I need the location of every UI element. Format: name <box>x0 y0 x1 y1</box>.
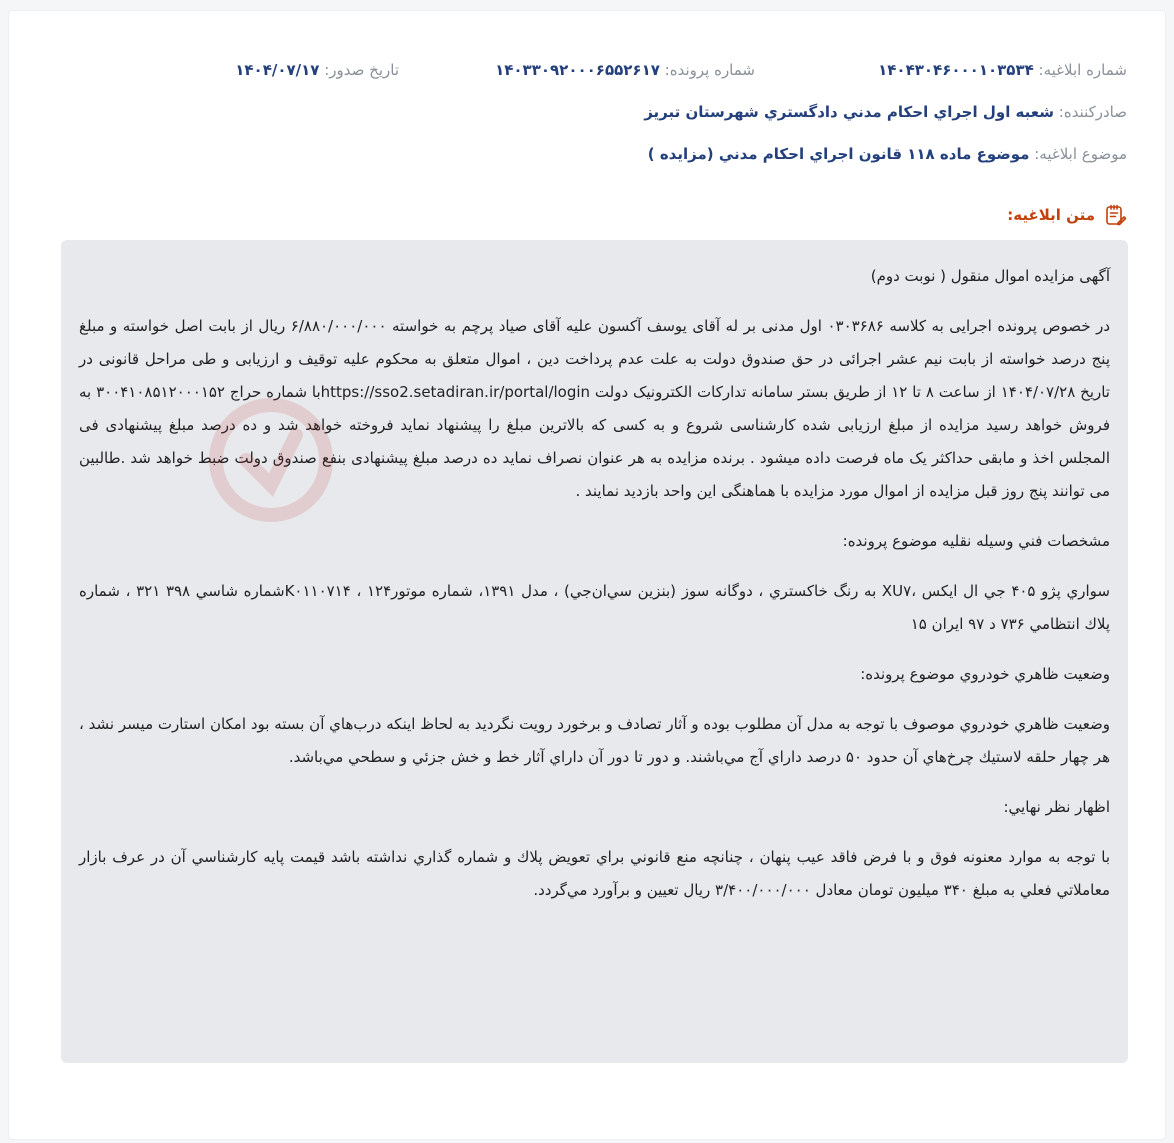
paragraph-opinion-heading: اظهار نظر نهايي: <box>1003 798 1110 816</box>
case-number <box>495 61 755 79</box>
paragraph-opinion: با توجه به موارد معنونه فوق و با فرض فاقد عيب پنهان ، چنانچه منع قانوني براي تعويض پلاك و شماره گذاري نداشته باشد قيمت پايه كارشناسي آن در عرف بازار معاملاتي فعلي به مبلغ ۳۴۰ ميليون تومان معادل ۳/۴۰۰/۰۰۰/۰۰۰ ريال تعيين و برآورد مي‌گردد. <box>79 848 1110 899</box>
case-number-label: شماره پرونده: <box>664 61 755 79</box>
body-heading-label: متن ابلاغيه: <box>1007 206 1095 224</box>
notice-subject-value: موضوع ماده ۱۱۸ قانون اجراي احكام مدني (مزايده ) <box>647 145 1030 163</box>
notice-number-label: شماره ابلاغيه: <box>1038 61 1127 79</box>
issue-date <box>235 61 399 79</box>
paragraph-main: در خصوص پرونده اجرایی به کلاسه ۰۳۰۳۶۸۶ اول مدنی بر له آقای یوسف آکسون علیه آقای صیاد پرچم به خواسته ۶/۸۸۰/۰۰۰/۰۰۰ ریال از بابت اصل خواسته و مبلغ پنج درصد خواسته از بابت نیم عشر اجرائی در حق صندوق دولت به علت عدم پرداخت دین ، اموال متعلق به محکوم علیه توقیف و ارزیابی و طی مراحل قانونی در تاریخ ۱۴۰۴/۰۷/۲۸ از ساعت ۸ تا ۱۲ از طریق بستر سامانه تدارکات الکترونیک دولت https://sso2.setadiran.ir/portal/loginبا شماره حراج ۳۰۰۴۱۰۸۵۱۲۰۰۰۱۵۲ به فروش خواهد رسید مزایده از مبلغ ارزیابی شده کارشناسی شروع و به کسی که بالاترین مبلغ را پیشنهاد نماید فروخته خواهد شد و ده درصد مبلغ پیشنهادی فی المجلس اخذ و مابقی حداکثر یک ماه فرصت داده میشود . برنده مزایده به هر عنوان نصراف نماید ده درصد مبلغ پیشنهادی بنفع صندوق دولت ضبط خواهد شد .طالبین می توانند پنج روز قبل مزایده از اموال مورد مزایده با هماهنگی این واحد بازدید نمایند . <box>79 317 1111 500</box>
notice-text-panel <box>61 240 1128 1063</box>
notice-subject-label: موضوع ابلاغيه: <box>1034 145 1127 163</box>
issuer-label: صادرکننده: <box>1058 103 1127 121</box>
paragraph-title: آگهی مزایده اموال منقول ( نوبت دوم) <box>870 267 1110 285</box>
paragraph-condition-heading: وضعيت ظاهري خودروي موضوع پرونده: <box>860 665 1110 683</box>
body-heading <box>1007 203 1127 227</box>
issue-date-label: تاريخ صدور: <box>324 61 399 79</box>
notice-number-value: ۱۴۰۴۳۰۴۶۰۰۰۱۰۳۵۳۴ <box>878 61 1034 79</box>
issue-date-value: ۱۴۰۴/۰۷/۱۷ <box>235 61 320 79</box>
paragraph-spec-heading: مشخصات فني وسيله نقليه موضوع پرونده: <box>842 532 1110 550</box>
case-number-value: ۱۴۰۳۳۰۹۲۰۰۰۶۵۵۲۶۱۷ <box>495 61 660 79</box>
notice-number <box>878 61 1127 79</box>
notice-subject <box>648 145 1127 163</box>
notepad-icon <box>1103 203 1127 227</box>
issuer <box>644 103 1127 121</box>
paragraph-condition: وضعيت ظاهري خودروي موصوف با توجه به مدل آن مطلوب بوده و آثار تصادف و برخورد رويت نگرديد به لحاظ اينكه درب‌هاي آن بسته بود امكان استارت ميسر نشد ، هر چهار حلقه لاستيك چرخ‌هاي آن حدود ۵۰ درصد داراي آج مي‌باشند. و دور تا دور آن داراي آثار خط و خش جزئي و سطحي مي‌باشد. <box>79 715 1110 766</box>
issuer-value: شعبه اول اجراي احكام مدني دادگستري شهرستان تبريز <box>644 103 1054 121</box>
paragraph-spec: سواري پژو ۴۰۵ جي ال ايكس ،XU۷ به رنگ خاكستري ، دوگانه سوز (بنزين سي‌ان‌جي) ، مدل ۱۳۹۱، شماره موتور۱۲۴ ، K۰۱۱۰۷۱۴شماره شاسي ۳۹۸ ۳۲۱ ، شماره پلاك انتظامي ۷۳۶ د ۹۷ ايران ۱۵ <box>79 582 1110 633</box>
notice-card <box>8 10 1166 1140</box>
